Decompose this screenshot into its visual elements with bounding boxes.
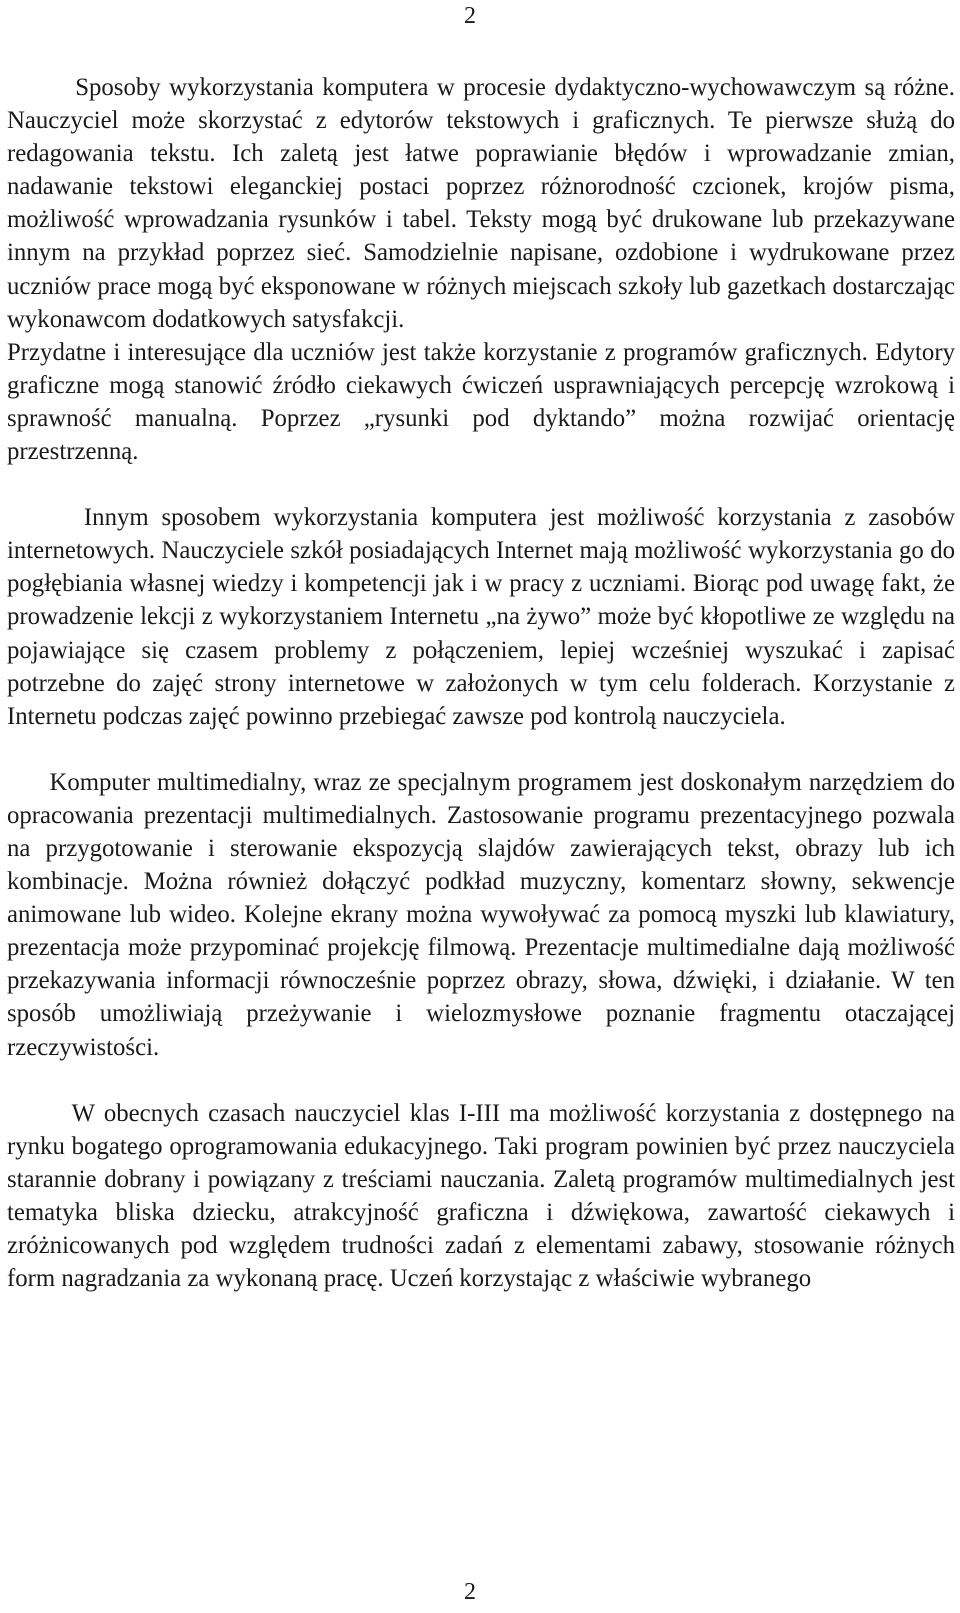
paragraph-graphic-programs: Przydatne i interesujące dla uczniów jest także korzystanie z programów graficznych. Edytory graficzne mogą stanowić źródło ciekawych ćwiczeń usprawniających percepcję wzrokową i sprawność manualną. Poprzez „rysunki pod dyktando” można rozwijać orientację przestrzenną. <box>7 338 955 466</box>
page-number-top: 2 <box>464 3 476 29</box>
paragraph-spacer <box>7 468 955 501</box>
paragraph-internet-resources: Innym sposobem wykorzystania komputera jest możliwość korzystania z zasobów internetowych. Nauczyciele szkół posiadających Internet mają możliwość wykorzystania go do pogłębiania własnej wiedzy i kompetencji jak i w pracy z uczniami. Biorąc pod uwagę fakt, że prowadzenie lekcji z wykorzystaniem Internetu „na żywo” może być kłopotliwe ze względu na pojawiające się czasem problemy z połączeniem, lepiej wcześniej wyszukać i zapisać potrzebne do zajęć strony internetowe w założonych w tym celu folderach. Korzystanie z Internetu podczas zajęć powinno przebiegać zawsze pod kontrolą nauczyciela. <box>7 504 955 730</box>
paragraph-text-editors: Sposoby wykorzystania komputera w procesie dydaktyczno-wychowawczym są różne. Nauczyciel może skorzystać z edytorów tekstowych i graficznych. Te pierwsze służą do redagowania tekstu. Ich zaletą jest łatwe poprawianie błędów i wprowadzanie zmian, nadawanie tekstowi eleganckiej postaci poprzez różnorodność czcionek, krojów pisma, możliwość wprowadzania rysunków i tabel. Teksty mogą być drukowane lub przekazywane innym na przykład poprzez sieć. Samodzielnie napisane, ozdobione i wydrukowane przez uczniów prace mogą być eksponowane w różnych miejscach szkoły lub gazetkach dostarczając wykonawcom dodatkowych satysfakcji. <box>7 74 955 333</box>
page-number-bottom: 2 <box>464 1579 476 1605</box>
paragraph-spacer <box>7 733 955 766</box>
paragraph-spacer <box>7 1064 955 1097</box>
paragraph-educational-software: W obecnych czasach nauczyciel klas I-III ma możliwość korzystania z dostępnego na rynku bogatego oprogramowania edukacyjnego. Taki program powinien być przez nauczyciela starannie dobrany i powiązany z treściami nauczania. Zaletą programów multimedialnych jest tematyka bliska dziecku, atrakcyjność graficzna i dźwiękowa, zawartość ciekawych i zróżnicowanych pod względem trudności zadań z elementami zabawy, stosowanie różnych form nagradzania za wykonaną pracę. Uczeń korzystając z właściwie wybranego <box>7 1099 955 1293</box>
document-body <box>7 71 955 1295</box>
paragraph-multimedia-presentations: Komputer multimedialny, wraz ze specjalnym programem jest doskonałym narzędziem do opracowania prezentacji multimedialnych. Zastosowanie programu prezentacyjnego pozwala na przygotowanie i sterowanie ekspozycją slajdów zawierających tekst, obrazy lub ich kombinacje. Można również dołączyć podkład muzyczny, komentarz słowny, sekwencje animowane lub wideo. Kolejne ekrany można wywoływać za pomocą myszki lub klawiatury, prezentacja może przypominać projekcję filmową. Prezentacje multimedialne dają możliwość przekazywania informacji równocześnie poprzez obrazy, słowa, dźwięki, i działanie. W ten sposób umożliwiają przeżywanie i wielozmysłowe poznanie fragmentu otaczającej rzeczywistości. <box>7 768 955 1061</box>
